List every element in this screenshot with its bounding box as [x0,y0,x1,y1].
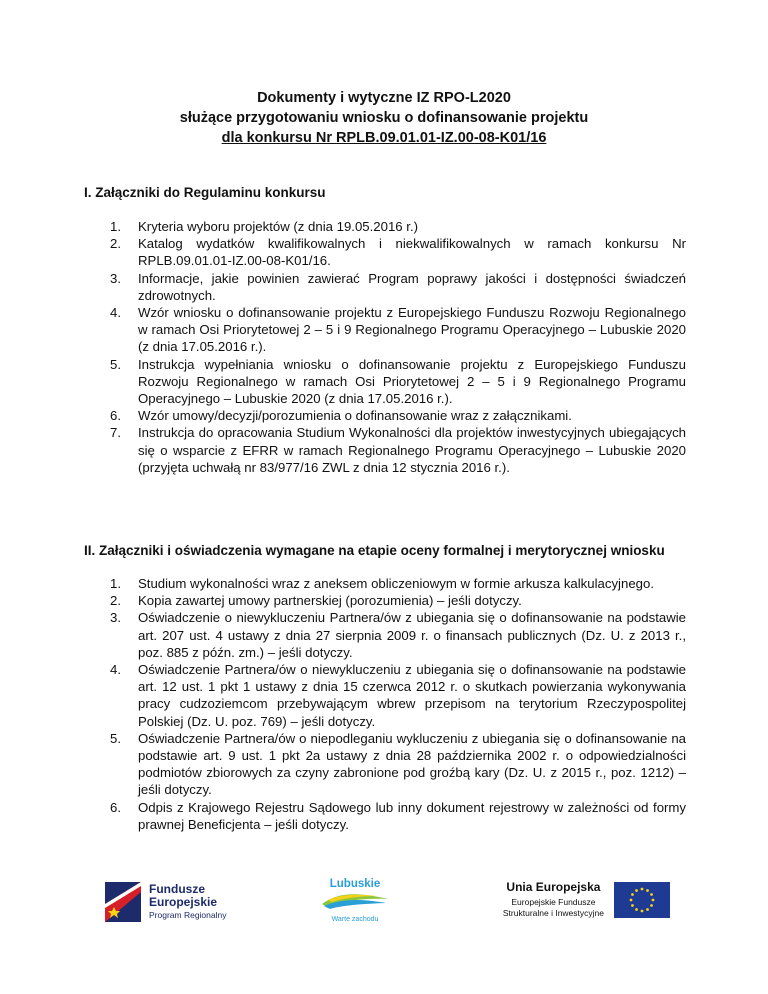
eu-flag-icon [614,882,670,918]
list-item-text: Oświadczenie o niewykluczeniu Partnera/ów z ubiegania się o dofinansowanie na podstawie art. 207 ust. 4 ustawy z dnia 27 sierpnia 2009 r. o finansach publicznych (Dz. U. z 2013 r., poz. 885 z późn. zm.) – jeśli dotyczy. [138,610,686,660]
list-item-number: 1. [110,219,121,234]
list-item-text: Informacje, jakie powinien zawierać Program poprawy jakości i dostępności świadczeń zdrowotnych. [138,270,686,303]
list-item [110,799,686,833]
list-item [110,609,686,661]
list-item-number: 6. [110,408,121,424]
eu-star-icon [630,899,633,902]
eu-star-icon [631,893,634,896]
list-item-text: Kopia zawartej umowy partnerskiej (porozumienia) – jeśli dotyczy. [138,593,522,609]
eu-star-icon [631,904,634,907]
ue-line-1: Europejskie Fundusze [511,897,596,907]
list-item-number: 7. [110,425,121,441]
list-item-text: Oświadczenie Partnera/ów o niepodleganiu wykluczeniu z ubiegania się o dofinansowanie na podstawie art. 9 ust. 1 pkt 2a ustawy z dnia 28 października 2002 r. o odpowiedzialności podmiotów zbiorowych za czyny zabronione pod groźbą kary (Dz. U. z 2015 r., poz. 1212) – jeśli dotyczy. [138,730,686,798]
list-item-text: Odpis z Krajowego Rejestru Sądowego lub inny dokument rejestrowy w zależności od formy prawnej Beneficjenta – jeśli dotyczy. [138,799,686,832]
title-line-3: dla konkursu Nr RPLB.09.01.01-IZ.00-08-K01/16 [221,130,547,146]
unia-europejska-logo [503,882,670,919]
list-item-number: 6. [110,799,121,815]
lubuskie-wave-icon [320,890,390,910]
list-item [110,218,686,235]
section-1-heading: I. Załączniki do Regulaminu konkursu [84,185,326,200]
list-item-text: Instrukcja wypełniania wniosku o dofinansowanie projektu z Europejskiego Funduszu Rozwoju Regionalnego w ramach Osi Priorytetowej 2 – 5 i 9 Regionalnego Programu Operacyjnego – Lubuskie 2020 (z dnia 17.05.2016 r.). [138,356,686,407]
list-item-text: Instrukcja do opracowania Studium Wykonalności dla projektów inwestycyjnych ubiegających się o wsparcie z EFRR w ramach Regionalnego Programu Operacyjnego – Lubuskie 2020 (przyjęta uchwałą nr 83/977/16 ZWL z dnia 12 stycznia 2016 r.). [138,425,686,475]
list-item [110,270,686,304]
eu-star-icon [641,910,644,913]
list-item [110,575,686,592]
list-item-text: Oświadczenie Partnera/ów o niewykluczeniu z ubiegania się o dofinansowanie na podstawie art. 12 ust. 1 pkt 1 ustawy z dnia 15 czerwca 2012 r. o skutkach powierzania wykonywania pracy cudzoziemcom przebywającym wbrew przepisom na terytorium Rzeczypospolitej Polskiej (Dz. U. poz. 769) – jeśli dotyczy. [138,662,686,729]
list-item-text: Wzór wniosku o dofinansowanie projektu z Europejskiego Funduszu Rozwoju Regionalnego w ramach Osi Priorytetowej 2 – 5 i 9 Regionalnego Programu Operacyjnego – Lubuskie 2020 (z dnia 17.05.2016 r.). [138,305,686,355]
fe-line-2: Europejskie [149,894,218,909]
lubuskie-logo [305,878,405,923]
fundusze-europejskie-emblem-icon [105,882,141,922]
list-item-number: 4. [110,662,121,678]
list-item-text: Studium wykonalności wraz z aneksem obliczeniowym w formie arkusza kalkulacyjnego. [138,576,654,591]
ue-line-2: Strukturalne i Inwestycyjne [502,908,604,918]
eu-star-icon [652,899,655,902]
eu-star-icon [650,893,653,896]
list-item-text: Katalog wydatków kwalifikowalnych i niekwalifikowalnych w ramach konkursu Nr RPLB.09.01.01-IZ.00-08-K01/16. [138,236,686,269]
list-item-number: 1. [110,576,121,591]
list-item [110,407,686,424]
funding-logos-footer [105,868,670,954]
eu-star-icon [641,888,644,891]
list-item [110,235,686,269]
list-item [110,730,686,799]
list-item-number: 2. [110,236,121,252]
eu-star-icon [646,908,649,911]
section-2-list [110,575,686,833]
list-item-number: 5. [110,356,121,372]
list-item-number: 3. [110,610,121,626]
fundusze-europejskie-logo [105,882,226,922]
document-title [0,88,768,148]
eu-star-icon [646,889,649,892]
eu-star-icon [635,908,638,911]
list-item-text: Wzór umowy/decyzji/porozumienia o dofinansowanie wraz z załącznikami. [138,408,572,424]
list-item-number: 2. [110,593,121,609]
title-line-2: służące przygotowaniu wniosku o dofinansowanie projektu [179,110,589,126]
title-line-1: Dokumenty i wytyczne IZ RPO-L2020 [257,90,511,106]
fe-line-1: Fundusze [149,881,205,896]
ue-title: Unia Europejska [506,880,601,894]
list-item [110,356,686,408]
list-item-number: 5. [110,730,121,746]
lubuskie-tagline: Warte zachodu [331,916,379,923]
list-item-number: 3. [110,270,121,286]
eu-star-icon [650,904,653,907]
list-item-number: 4. [110,305,121,321]
lubuskie-name: Lubuskie [329,878,381,890]
eu-star-icon [635,889,638,892]
list-item [110,424,686,476]
section-1-list [110,218,686,476]
fe-line-3: Program Regionalny [149,909,227,920]
section-2-heading: II. Załączniki i oświadczenia wymagane na etapie oceny formalnej i merytorycznej wniosku [84,543,665,558]
list-item [110,304,686,356]
list-item [110,592,686,609]
list-item-text: Kryteria wyboru projektów (z dnia 19.05.2016 r.) [138,219,419,234]
list-item [110,661,686,730]
